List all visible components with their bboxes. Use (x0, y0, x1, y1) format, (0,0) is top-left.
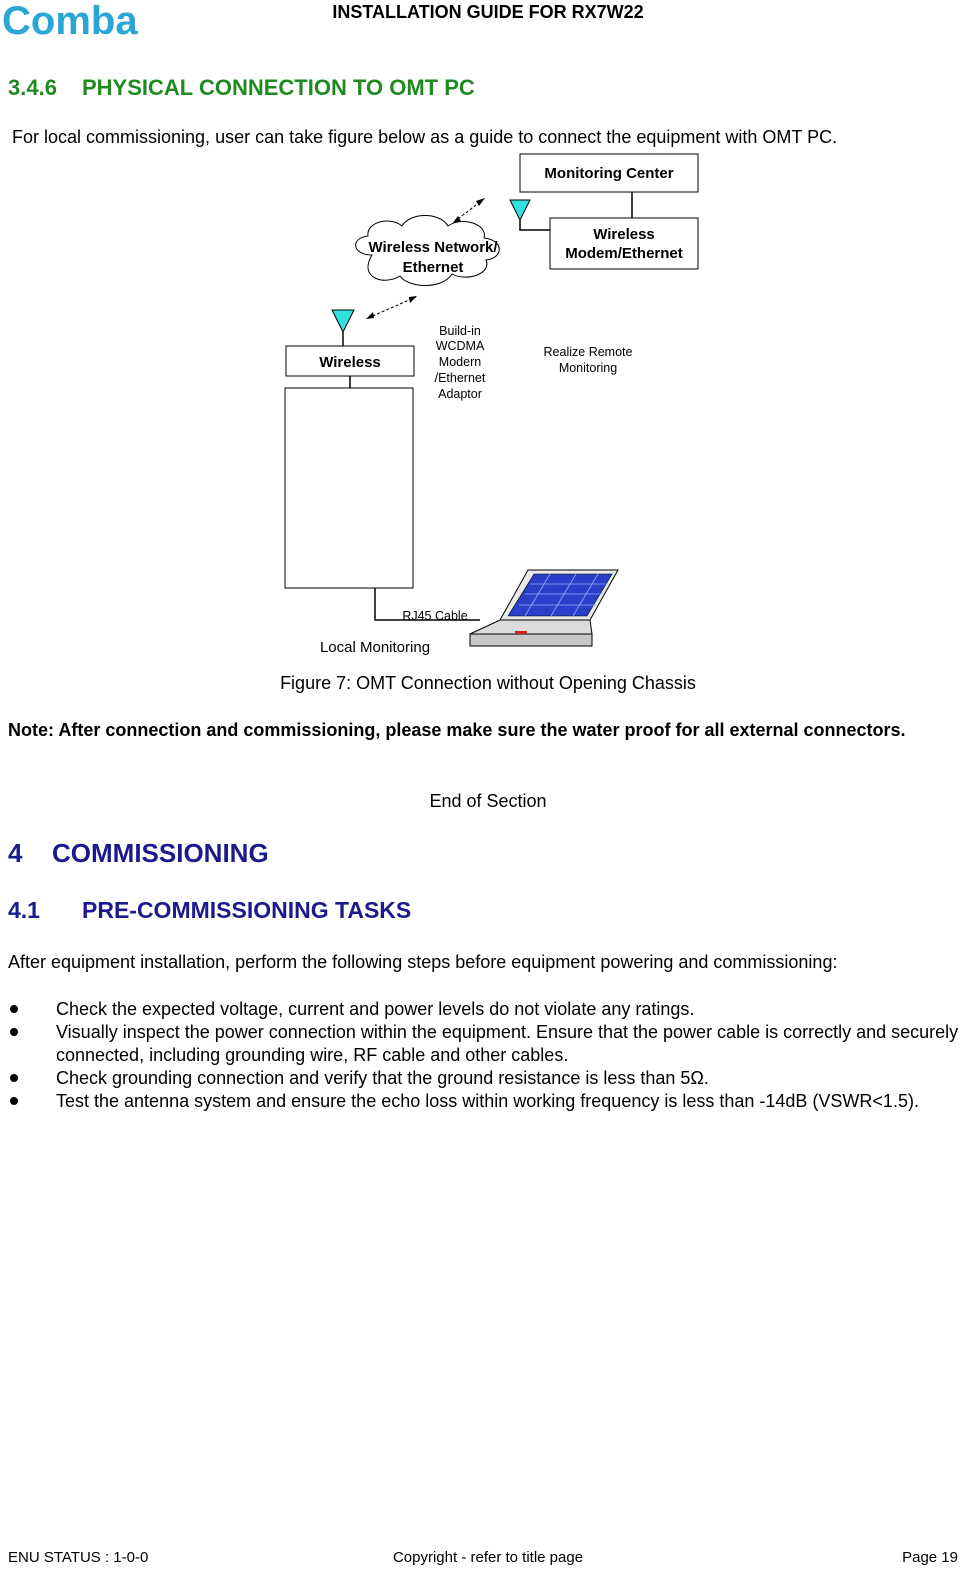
antenna-icon (332, 310, 354, 332)
remote-monitoring-line2: Monitoring (558, 361, 618, 375)
bullet-icon (10, 1028, 18, 1036)
bullet-icon (10, 1097, 18, 1105)
svg-text:Modern: Modern (438, 355, 482, 369)
svg-text:Adaptor: Adaptor (438, 387, 482, 401)
list-item: Test the antenna system and ensure the echo loss within working frequency is less than -14dB (VSWR<1.5). (8, 1090, 968, 1113)
document-title: INSTALLATION GUIDE FOR RX7W22 (332, 2, 644, 22)
figure-caption: Figure 7: OMT Connection without Opening Chassis (280, 673, 696, 693)
wireless-box-label: Wireless (319, 354, 381, 371)
antenna-icon (510, 200, 530, 220)
cloud-label-line1: Wireless Network/ (368, 239, 498, 256)
local-monitoring-label: Local Monitoring (319, 639, 431, 656)
section-number: 4.1 (8, 897, 40, 923)
bullet-icon (10, 1074, 18, 1082)
footer-copyright: Copyright - refer to title page (392, 1549, 584, 1566)
section-heading-4-1 (8, 897, 411, 924)
repeater-chassis (285, 388, 413, 588)
chapter-title: COMMISSIONING (52, 838, 269, 868)
list-item: Visually inspect the power connection within the equipment. Ensure that the power cable is correctly and securely connected, including grounding wire, RF cable and other cables. (8, 1021, 968, 1067)
comba-logo (2, 2, 182, 40)
svg-text:Comba: Comba (2, 2, 138, 40)
cloud-label-line2: Ethernet (402, 259, 464, 276)
svg-text:WCDMA: WCDMA (435, 339, 485, 353)
buildin-adaptor-label (435, 324, 486, 401)
intro-paragraph: For local commissioning, user can take figure below as a guide to connect the equipment with OMT PC. (12, 127, 838, 147)
end-of-section: End of Section (429, 791, 547, 811)
chapter-heading-4 (8, 838, 269, 869)
omt-connection-diagram (280, 150, 720, 660)
remote-monitoring-line1: Realize Remote (543, 345, 633, 359)
list-item: Check grounding connection and verify that the ground resistance is less than 5Ω. (8, 1067, 968, 1090)
chapter-number: 4 (8, 838, 23, 868)
pre-commissioning-list (8, 998, 968, 1113)
svg-text:/Ethernet: /Ethernet (434, 371, 486, 385)
note-paragraph: Note: After connection and commissioning, please make sure the water proof for all external connectors. (8, 720, 906, 740)
section-title: PHYSICAL CONNECTION TO OMT PC (82, 75, 475, 100)
rj45-label: RJ45 Cable (402, 609, 468, 623)
section-number: 3.4.6 (8, 75, 57, 100)
footer-page-number: Page 19 (902, 1549, 958, 1566)
bullet-icon (10, 1005, 18, 1013)
monitoring-center-label: Monitoring Center (544, 165, 674, 182)
section-heading-3-4-6 (8, 75, 475, 101)
laptop-icon (470, 570, 618, 646)
list-item: Check the expected voltage, current and power levels do not violate any ratings. (8, 998, 968, 1021)
modem-label-line1: Wireless (593, 226, 655, 243)
modem-label-line2: Modem/Ethernet (565, 245, 683, 262)
pre-commissioning-intro: After equipment installation, perform the following steps before equipment powering and commissioning: (8, 952, 838, 972)
section-title: PRE-COMMISSIONING TASKS (82, 897, 412, 923)
footer-status: ENU STATUS : 1-0-0 (8, 1549, 149, 1566)
svg-text:Build-in: Build-in (439, 324, 481, 338)
